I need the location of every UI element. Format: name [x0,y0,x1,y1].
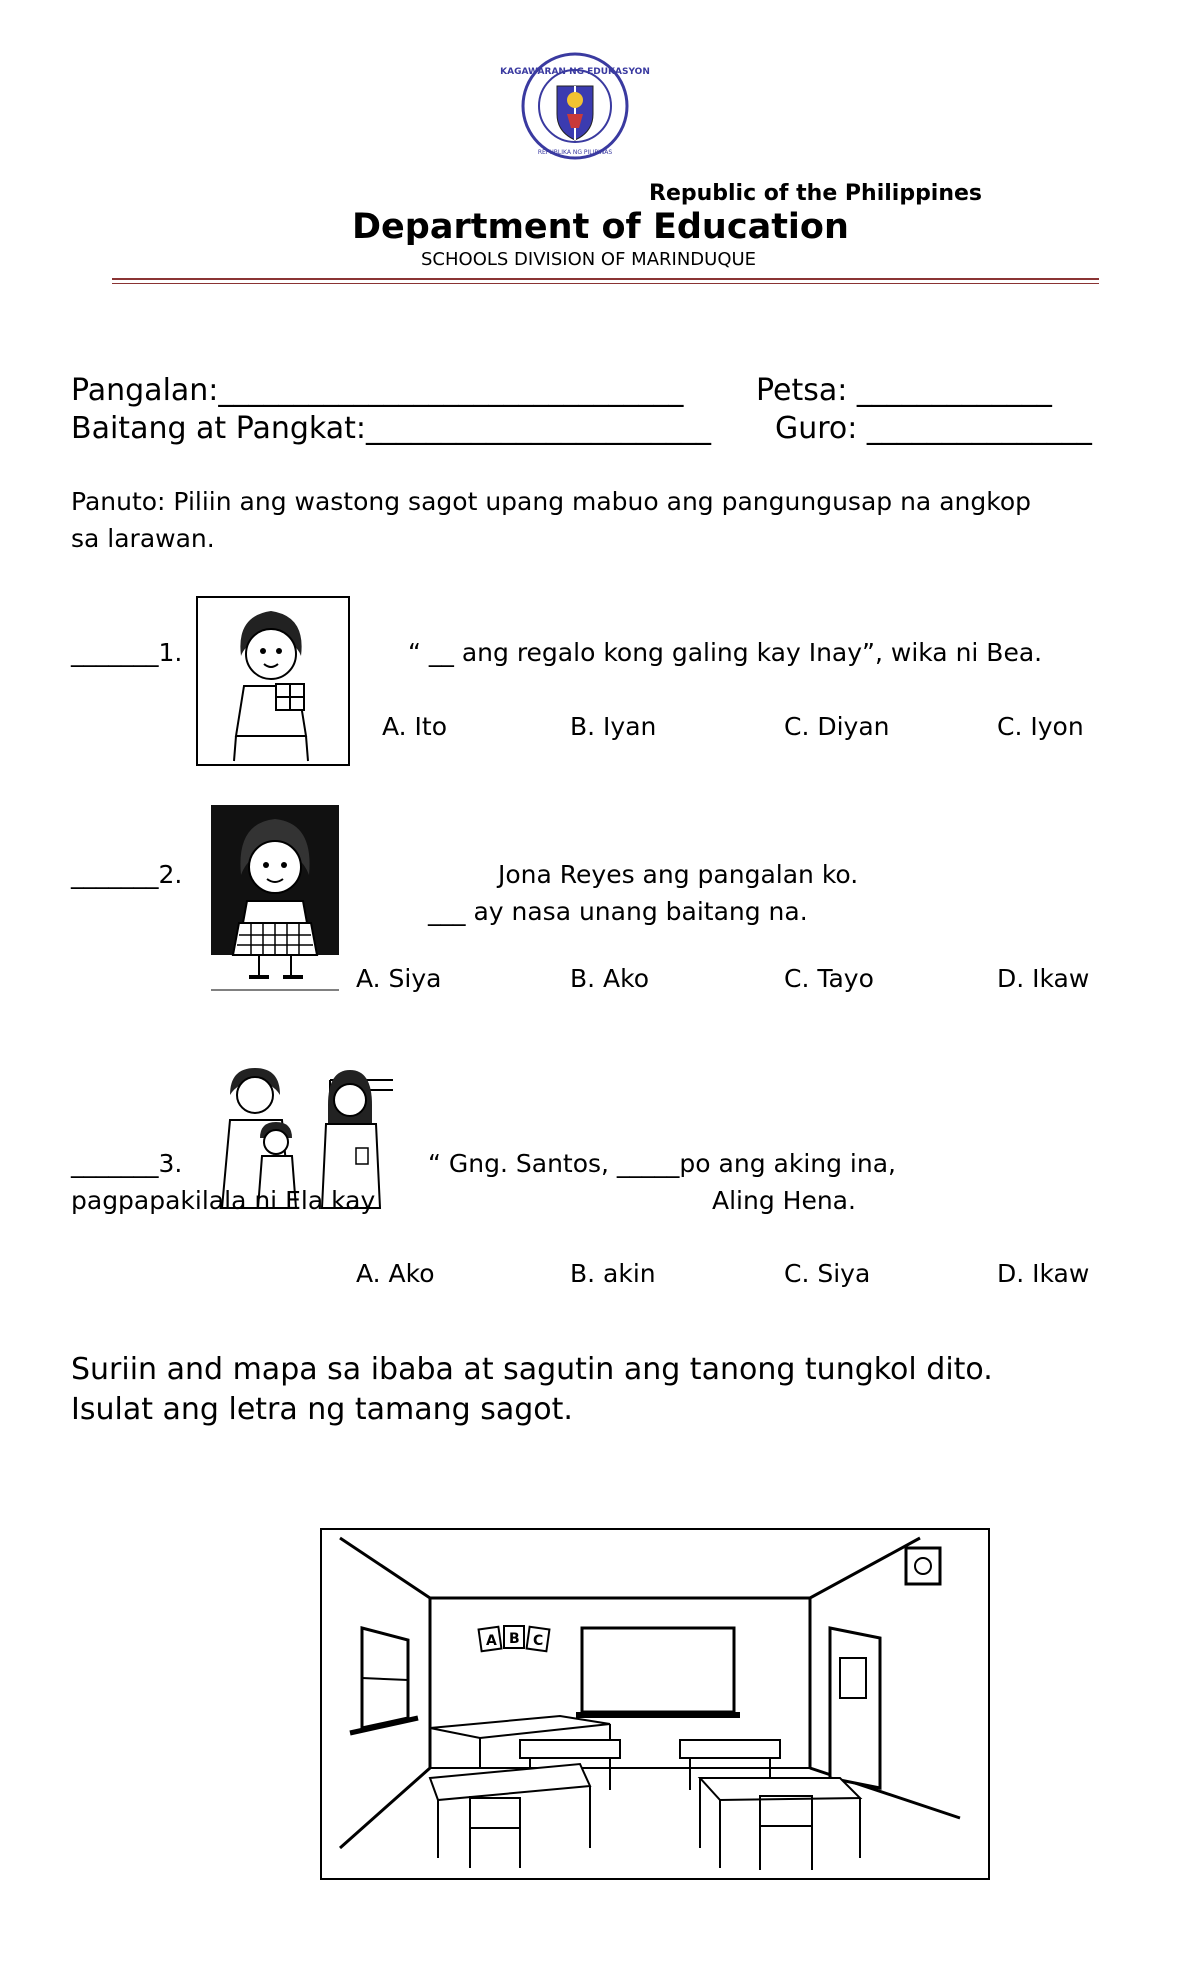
division-subtitle: SCHOOLS DIVISION OF MARINDUQUE [421,249,757,270]
question-3-choice-d[interactable]: D. Ikaw [997,1259,1090,1288]
question-2-text-line-1: Jona Reyes ang pangalan ko. [498,860,859,889]
seal-text: KAGAWARAN NG EDUKASYON [500,67,650,77]
question-2-text-line-2: ___ ay nasa unang baitang na. [428,897,808,926]
question-3-text-line-3: Aling Hena. [712,1186,856,1215]
header-divider [112,278,1099,280]
question-1-choice-a[interactable]: A. Ito [382,712,448,741]
abc-card-b: B [509,1631,520,1647]
girl-holding-gift-image [196,596,350,766]
question-1-choice-b[interactable]: B. Iyan [570,712,657,741]
question-2-choice-c[interactable]: C. Tayo [784,964,874,993]
question-3-text-line-2: pagpapakilala ni Ela kay [71,1186,376,1215]
map-instruction-line-1: Suriin and mapa sa ibaba at sagutin ang tanong tungkol dito. [71,1352,993,1387]
deped-seal-logo [500,52,650,160]
republic-heading: Republic of the Philippines [649,181,983,206]
question-3-text-line-1: “ Gng. Santos, _____po ang aking ina, [428,1149,896,1178]
question-1-choice-d[interactable]: C. Iyon [997,712,1084,741]
question-2-choice-d[interactable]: D. Ikaw [997,964,1090,993]
seal-subtext: REPUBLIKA NG PILIPINAS [537,149,613,156]
question-3-choice-a[interactable]: A. Ako [356,1259,435,1288]
girl-in-school-uniform-image [211,805,339,993]
instructions-line-2: sa larawan. [71,524,215,553]
question-1-text: “ __ ang regalo kong galing kay Inay”, wika ni Bea. [408,638,1043,667]
map-instruction-line-2: Isulat ang letra ng tamang sagot. [71,1392,573,1427]
question-2-choice-b[interactable]: B. Ako [570,964,650,993]
instructions-line-1: Panuto: Piliin ang wastong sagot upang mabuo ang pangungusap na angkop [71,487,1031,516]
question-1-choice-c[interactable]: C. Diyan [784,712,890,741]
abc-card-c: C [533,1633,544,1649]
name-field[interactable]: Pangalan:_______________________________ [71,373,684,408]
classroom-map-image [320,1528,990,1880]
teacher-field[interactable]: Guro: _______________ [775,411,1092,446]
question-3-choice-c[interactable]: C. Siya [784,1259,871,1288]
question-2-choice-a[interactable]: A. Siya [356,964,442,993]
question-3-choice-b[interactable]: B. akin [570,1259,656,1288]
date-field[interactable]: Petsa: _____________ [756,373,1052,408]
question-1-number: _______1. [71,638,183,667]
header-divider-thin [112,283,1099,284]
abc-card-a: A [486,1633,497,1649]
grade-section-field[interactable]: Baitang at Pangkat:_______________________ [71,411,712,446]
department-title: Department of Education [352,207,849,247]
question-3-number: _______3. [71,1149,183,1178]
question-2-number: _______2. [71,860,183,889]
